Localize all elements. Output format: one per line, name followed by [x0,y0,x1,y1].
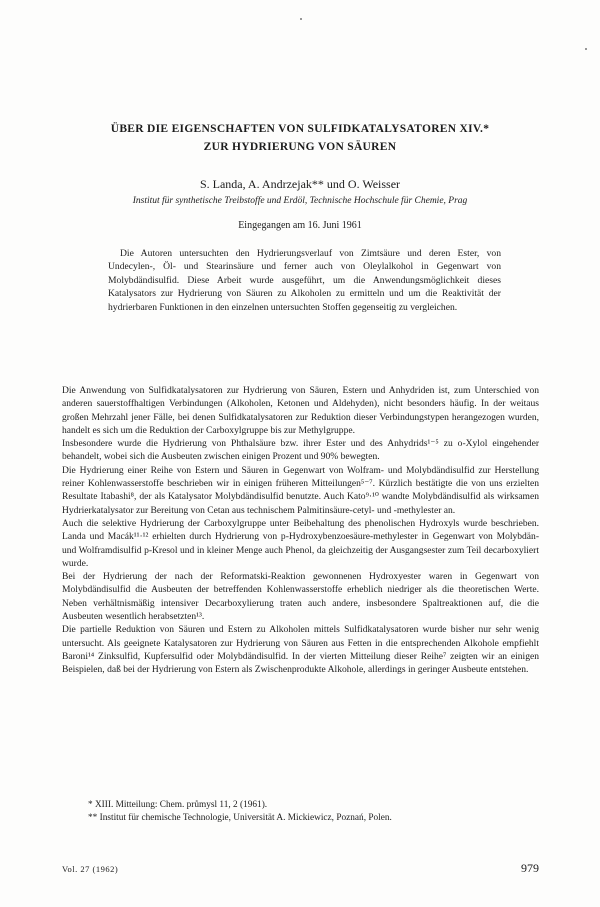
affiliation: Institut für synthetische Treibstoffe und Erdöl, Technische Hochschule für Chemie, Prag [132,196,468,206]
scan-speck [300,18,302,20]
footnote: * XIII. Mitteilung: Chem. průmysl 11, 2 (1961). [88,800,268,810]
footnote: ** Institut für chemische Technologie, Universität A. Mickiewicz, Poznań, Polen. [88,813,392,824]
abstract: Die Autoren untersuchten den Hydrierungsverlauf von Zimtsäure und deren Ester, von Undecylen-, Öl- und Stearinsäure und ferner auch von Oleylalkohol in Gegenwart von Molybdändisulfid. Diese Arbeit wurde ausgeführt, um die Anwendungsmöglichkeit dieses Katalysators zur Hydrierung von Säuren zu Alkoholen zu ermitteln und um die Reaktivität der hydrierbaren Funktionen in den einzelnen untersuchten Stoffen gegenseitig zu vergleichen. [108,248,501,313]
body-paragraph: Die Hydrierung einer Reihe von Estern und Säuren in Gegenwart von Wolfram- und Molybdändisulfid zur Herstellung reiner Kohlenwasserstoffe beschrieben wir in einigen früheren Mitteilungen⁵⁻⁷. Kürzlich bestätigte die von uns erzielten Resultate Itabashi⁸, der als Katalysator Molybdändisulfid benutzte. Auch Kato⁹·¹⁰ wandte Molybdändisulfid als wirksamen Hydrierkatalysator zur Bereitung von Cetan aus technischem Palmitinsäure-cetyl- und -methylester an. [62,464,539,516]
body-paragraph: Auch die selektive Hydrierung der Carboxylgruppe unter Beibehaltung des phenolischen Hydroxyls wurde beschrieben. Landa und Macák¹¹·¹² erhielten durch Hydrierung von p-Hydroxybenzoesäure-methylester in Gegenwart von Molybdän- und Wolframdisulfid p-Kresol und in kleiner Menge auch Phenol, da gleichzeitig der Ausgangsester zum Teil decarboxyliert wurde. [62,517,539,569]
received-date: Eingegangen am 16. Juni 1961 [238,220,362,231]
body-paragraph: Bei der Hydrierung der nach der Reformatski-Reaktion gewonnenen Hydroxyester waren in Gegenwart von Molybdändisulfid die Ausbeuten der betreffenden Kohlenwasserstoffe erheblich niedriger als die theoretischen Werte. Neben verhältnismäßig intensiver Decarboxylierung traten auch andere, insbesondere Spaltreaktionen auf, die die Ausbeuten wesentlich herabsetzten¹³. [62,571,539,623]
body-paragraph: Die partielle Reduktion von Säuren und Estern zu Alkoholen mittels Sulfidkatalysatoren wurde bisher nur sehr wenig untersucht. Als geeignete Katalysatoren zur Hydrierung von Säuren aus Fetten in die entsprechenden Alkohole empfiehlt Baroni¹⁴ Zinksulfid, Kupfersulfid oder Molybdändisulfid. In der vierten Mitteilung dieser Reihe⁷ zeigten wir an einigen Beispielen, daß bei der Hydrierung von Estern als Zwischenprodukte Alkohole, allerdings in geringer Ausbeute entstehen. [62,624,539,676]
body-paragraph: Insbesondere wurde die Hydrierung von Phthalsäure bzw. ihrer Ester und des Anhydrids¹⁻⁵ zu o-Xylol eingehender behandelt, wobei sich die Ausbeuten zwischen einigen Prozent und 90% bewegten. [62,438,539,463]
author-list: S. Landa, A. Andrzejak** und O. Weisser [199,177,401,191]
journal-volume: Vol. 27 (1962) [62,864,119,874]
page-number: 979 [521,861,539,875]
paper-title-line-1: ÜBER DIE EIGENSCHAFTEN VON SULFIDKATALYSATOREN XIV.* [110,123,490,135]
paper-title-line-2: ZUR HYDRIERUNG VON SÄUREN [203,141,397,153]
body-paragraph: Die Anwendung von Sulfidkatalysatoren zur Hydrierung von Säuren, Estern und Anhydriden ist, zum Unterschied von anderen sauerstoffhaltigen Verbindungen (Alkoholen, Ketonen und Aldehyden), nicht besonders häufig. In der weitaus großen Mehrzahl jener Fälle, bei denen Sulfidkatalysatoren zur Reduktion dieser Verbindungstypen herangezogen wurden, handelt es sich um die Reduktion der Carboxylgruppe bis zur Methylgruppe. [62,385,539,436]
body-text [62,384,539,677]
scan-speck [585,48,587,50]
footnotes [62,799,539,826]
